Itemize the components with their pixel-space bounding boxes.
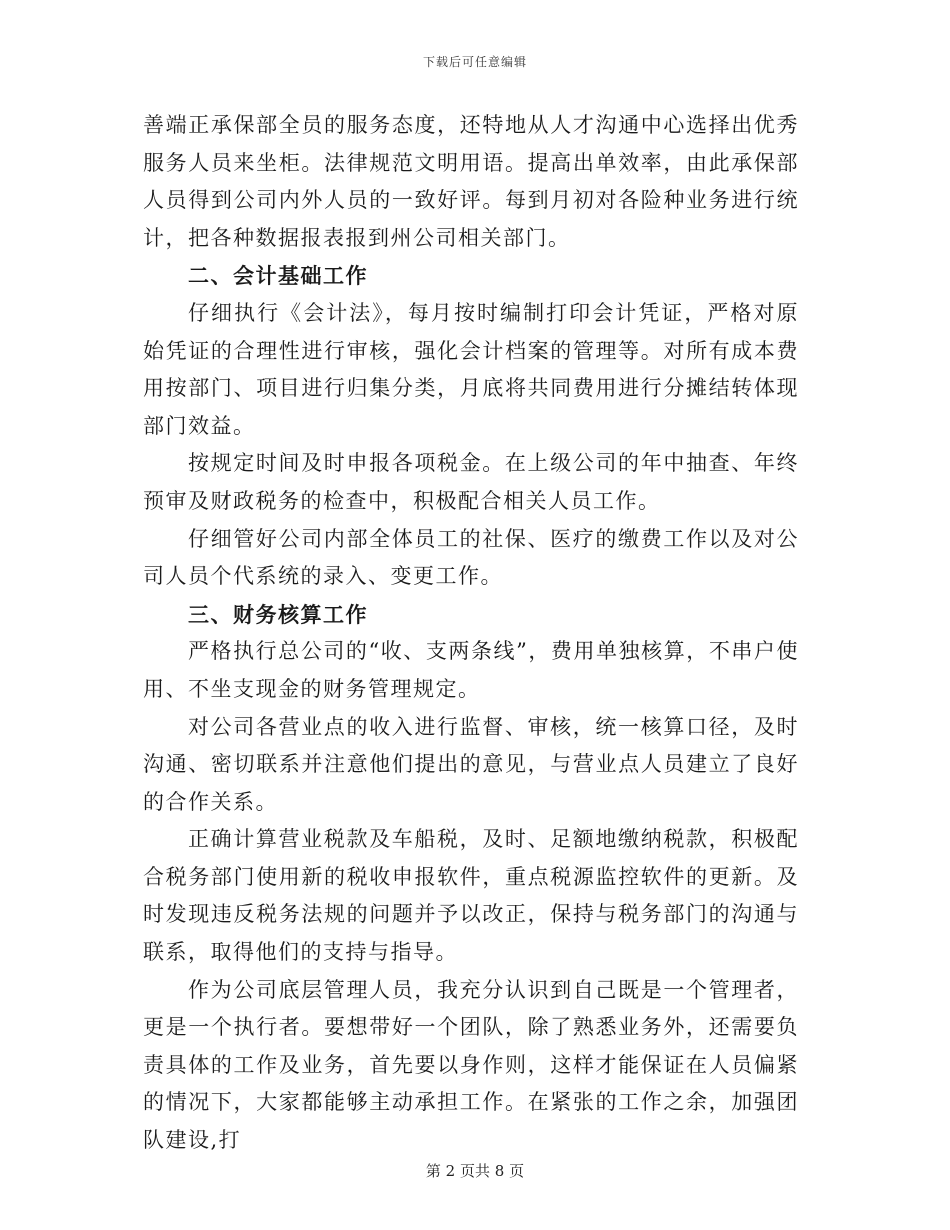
paragraph-accounting-law: 仔细执行《会计法》，每月按时编制打印会计凭证，严格对原始凭证的合理性进行审核，强化会计档案的管理等。对所有成本费用按部门、项目进行归集分类，月底将共同费用进行分摊结转体现部门效益。 (143, 300, 799, 438)
section-heading-financial-accounting: 三、财务核算工作 (188, 601, 368, 627)
section-heading-accounting-basics: 二、会计基础工作 (188, 263, 368, 289)
paragraph-tax-filing: 按规定时间及时申报各项税金。在上级公司的年中抽查、年终预审及财政税务的检查中，积极配合相关人员工作。 (143, 451, 799, 513)
paragraph-continuation: 善端正承保部全员的服务态度，还特地从人才沟通中心选择出优秀服务人员来坐柜。法律规范文明用语。提高出单效率，由此承保部人员得到公司内外人员的一致好评。每到月初对各险种业务进行统计，把各种数据报表报到州公司相关部门。 (143, 113, 799, 250)
paragraph-management-role: 作为公司底层管理人员，我充分认识到自己既是一个管理者，更是一个执行者。要想带好一个团队，除了熟悉业务外，还需要负责具体的工作及业务，首先要以身作则，这样才能保证在人员偏紧的情况下，大家都能够主动承担工作。在紧张的工作之余，加强团队建设,打 (143, 977, 799, 1153)
paragraph-social-insurance: 仔细管好公司内部全体员工的社保、医疗的缴费工作以及对公司人员个代系统的录入、变更工作。 (143, 526, 799, 589)
document-body (143, 107, 799, 1160)
paragraph-two-lines: 严格执行总公司的“收、支两条线”，费用单独核算，不串户使用、不坐支现金的财务管理规定。 (143, 639, 799, 701)
paragraph-tax-calculation: 正确计算营业税款及车船税，及时、足额地缴纳税款，积极配合税务部门使用新的税收申报软件，重点税源监控软件的更新。及时发现违反税务法规的问题并予以改正，保持与税务部门的沟通与联系，取得他们的支持与指导。 (143, 827, 799, 965)
page-number: 第 2 页共 8 页 (425, 1162, 525, 1180)
paragraph-business-points: 对公司各营业点的收入进行监督、审核，统一核算口径，及时沟通、密切联系并注意他们提出的意见，与营业点人员建立了良好的合作关系。 (143, 714, 799, 814)
page-header: 下载后可任意编辑 (422, 55, 527, 69)
